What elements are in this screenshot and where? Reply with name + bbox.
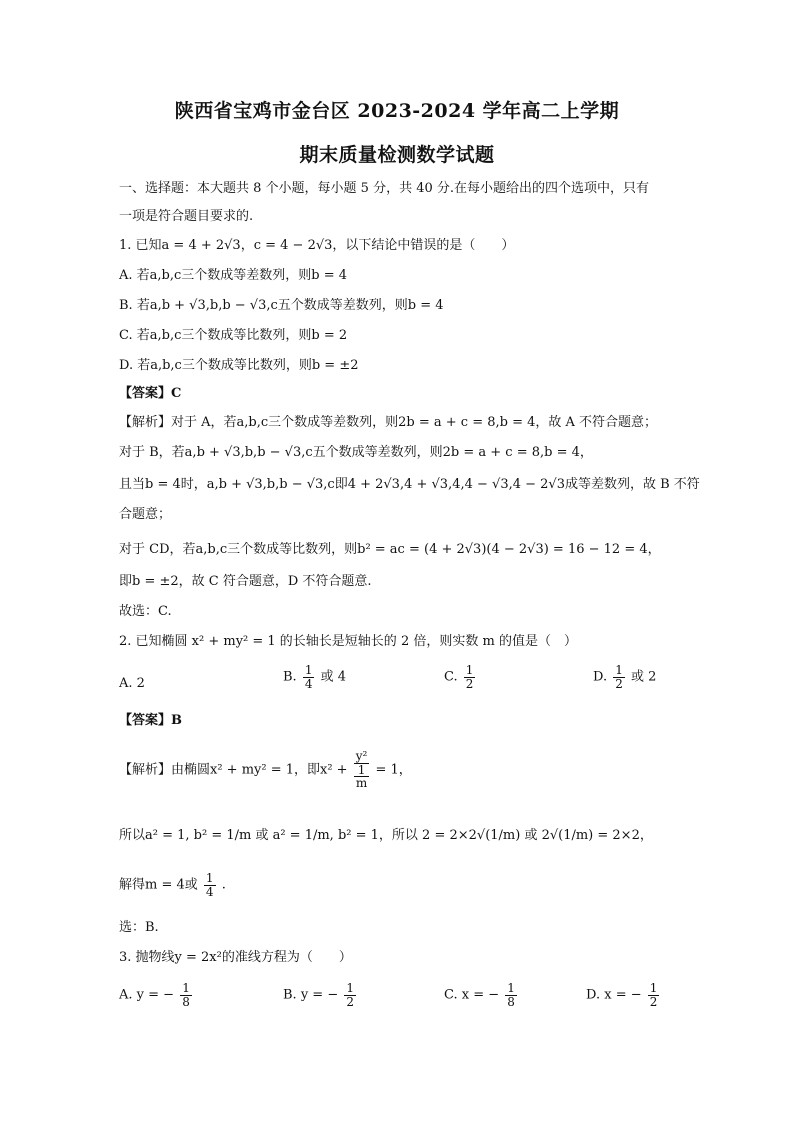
q2-option-d-fraction: $\frac{1}{2}$ (615, 663, 623, 691)
q1-option-d: D. 若a,b,c三个数成等比数列，则b = ±2 (119, 358, 359, 373)
q1-option-a: A. 若a,b,c三个数成等差数列，则b = 4 (119, 268, 348, 283)
q3-option-a-fraction: $\frac{1}{8}$ (182, 981, 190, 1009)
q3-option-a: A. y = − $\frac{1}{8}$ (119, 981, 190, 1009)
q1-explanation-6: 即b = ±2，故 C 符合题意，D 不符合题意. (119, 574, 372, 589)
q3-option-c: C. x = − $\frac{1}{8}$ (444, 981, 515, 1009)
section-instruction-line2: 一项是符合题目要求的. (119, 209, 254, 224)
q1-option-b: B. 若a,b + √3,b,b − √3,c五个数成等差数列，则b = 4 (119, 298, 444, 313)
q1-explanation-1: 【解析】对于 A，若a,b,c三个数成等差数列，则2b = a + c = 8,b = 4，故 A 不符合题意； (119, 415, 658, 430)
q3-option-b-fraction: $\frac{1}{2}$ (346, 981, 354, 1009)
q2-explanation-2: 所以a² = 1, b² = 1/m 或 a² = 1/m, b² = 1，所以 2 = 2×2√(1/m) 或 2√(1/m) = 2×2， (119, 828, 653, 843)
q3-option-b: B. y = − $\frac{1}{2}$ (283, 981, 354, 1009)
q1-explanation-4: 合题意； (119, 507, 172, 522)
q2-option-b-fraction: $\frac{1}{4}$ (304, 663, 313, 691)
q2-option-a: A. 2 (119, 676, 145, 691)
q2-explanation-1-fraction: y² 1 m (355, 749, 368, 791)
q2-option-c: C. $\frac{1}{2}$ (444, 663, 474, 691)
q2-explanation-1: 【解析】由椭圆x² + my² = 1，即x² + y² 1 m = 1， (119, 749, 412, 791)
q3-option-c-fraction: $\frac{1}{8}$ (507, 981, 515, 1009)
q2-option-c-fraction: $\frac{1}{2}$ (465, 663, 474, 691)
q1-stem: 1. 已知a = 4 + 2√3，c = 4 − 2√3，以下结论中错误的是（ ） (119, 238, 515, 253)
q1-final-choice: 故选：C. (119, 604, 172, 619)
q3-stem: 3. 抛物线y = 2x²的准线方程为（ ） (119, 950, 352, 965)
section-instruction-line1: 一、选择题：本大题共 8 个小题，每小题 5 分，共 40 分.在每小题给出的四个选项中，只有 (119, 181, 650, 196)
q1-explanation-3: 且当b = 4时，a,b + √3,b,b − √3,c即4 + 2√3,4 + √3,4,4 − √3,4 − 2√3成等差数列，故 B 不符 (119, 477, 700, 492)
q3-option-d-fraction: $\frac{1}{2}$ (649, 981, 658, 1009)
exam-title-line2: 期末质量检测数学试题 (299, 144, 495, 166)
q2-explanation-3-fraction: $\frac{1}{4}$ (205, 871, 214, 899)
q1-option-c: C. 若a,b,c三个数成等比数列，则b = 2 (119, 328, 348, 343)
q2-option-d: D. $\frac{1}{2}$ 或 2 (593, 663, 657, 691)
q1-explanation-5: 对于 CD，若a,b,c三个数成等比数列，则b² = ac = (4 + 2√3)(4 − 2√3) = 16 − 12 = 4， (119, 542, 661, 557)
exam-title-line1: 陕西省宝鸡市金台区 2023-2024 学年高二上学期 (174, 100, 620, 122)
q3-option-d: D. x = − $\frac{1}{2}$ (586, 981, 658, 1009)
q1-answer: 【答案】C (119, 386, 182, 401)
q2-option-b: B. $\frac{1}{4}$ 或 4 (283, 663, 347, 691)
q2-explanation-3: 解得m = 4或 $\frac{1}{4}$ . (119, 871, 226, 899)
q2-stem: 2. 已知椭圆 x² + my² = 1 的长轴长是短轴长的 2 倍，则实数 m 的值是（ ） (119, 634, 577, 649)
q1-explanation-2: 对于 B，若a,b + √3,b,b − √3,c五个数成等差数列，则2b = a + c = 8,b = 4， (119, 445, 593, 460)
q2-answer: 【答案】B (119, 713, 182, 728)
q2-final-choice: 选：B. (119, 920, 159, 935)
